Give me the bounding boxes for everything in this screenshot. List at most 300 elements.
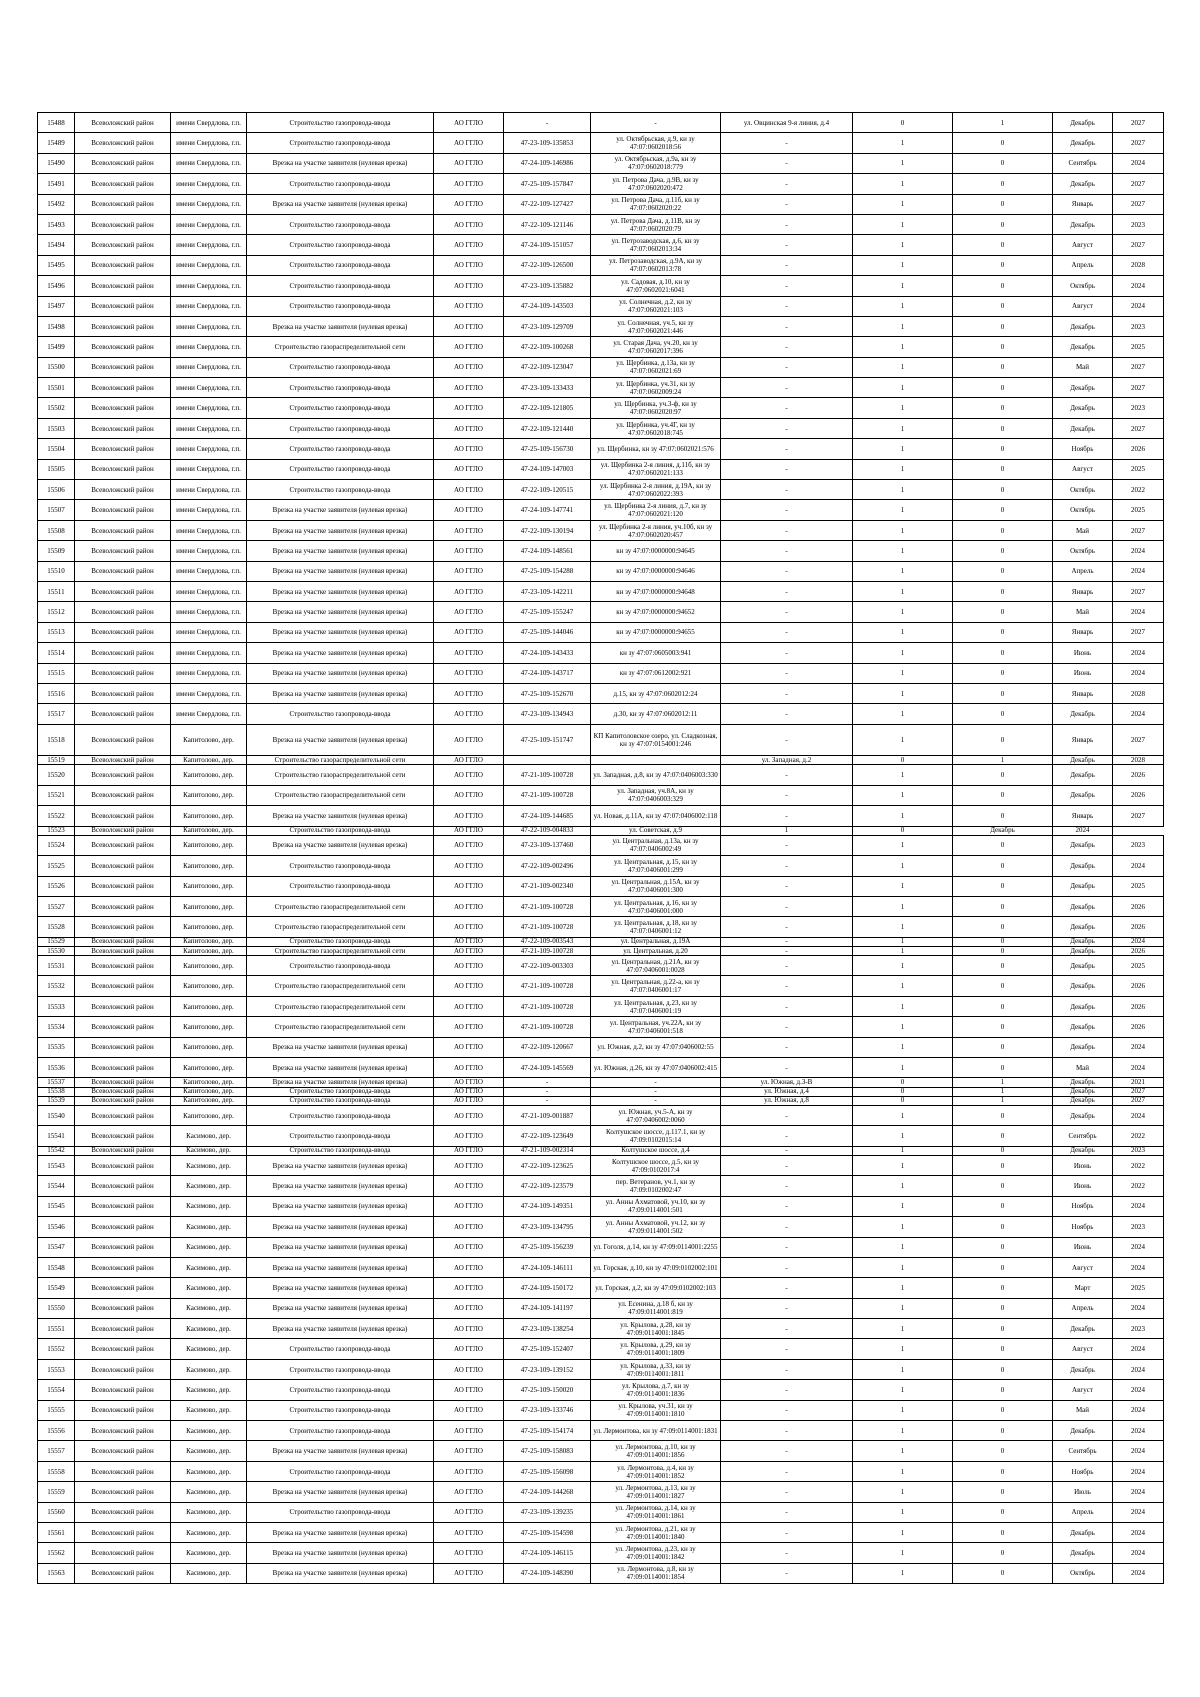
- table-row: [38, 1278, 1164, 1298]
- table-row: [38, 856, 1164, 876]
- address-cadastral-cell: кн зу 47:07:0000000:94648: [591, 581, 721, 601]
- table-row: [38, 235, 1164, 255]
- address-cell: -: [721, 214, 853, 234]
- address-cell: -: [721, 1058, 853, 1078]
- address-cadastral-cell: кн зу 47:07:0000000:94646: [591, 561, 721, 581]
- count-a-cell: 1: [853, 1298, 953, 1318]
- work-type-cell: Строительство газораспределительной сети: [247, 996, 434, 1016]
- address-cell: -: [721, 581, 853, 601]
- count-b-cell: 0: [953, 683, 1053, 703]
- settlement-cell: имени Свердлова, г.п.: [171, 622, 247, 642]
- month-cell: Декабрь: [1053, 785, 1113, 805]
- year-cell: 2024: [1113, 663, 1164, 683]
- month-cell: Декабрь: [1053, 398, 1113, 418]
- count-b-cell: 0: [953, 1482, 1053, 1502]
- address-cell: -: [721, 622, 853, 642]
- month-cell: Декабрь: [1053, 1037, 1113, 1057]
- row-number: 15495: [38, 255, 75, 275]
- year-cell: 2027: [1113, 622, 1164, 642]
- year-cell: 2026: [1113, 1017, 1164, 1037]
- table-row: [38, 1037, 1164, 1057]
- table-row: [38, 756, 1164, 765]
- organization-cell: АО ГГЛО: [434, 337, 504, 357]
- address-cadastral-cell: кн зу 47:07:0612002:921: [591, 663, 721, 683]
- month-cell: Декабрь: [1053, 1523, 1113, 1543]
- address-cadastral-cell: ул. Лермонтова, д.8, кн зу 47:09:0114001:1854: [591, 1563, 721, 1583]
- table-row: [38, 1563, 1164, 1583]
- district-cell: Всеволожский район: [75, 1096, 171, 1105]
- settlement-cell: Касимово, дер.: [171, 1523, 247, 1543]
- count-b-cell: 0: [953, 1298, 1053, 1318]
- settlement-cell: Касимово, дер.: [171, 1217, 247, 1237]
- settlement-cell: Капитолово, дер.: [171, 835, 247, 855]
- row-number: 15551: [38, 1319, 75, 1339]
- district-cell: Всеволожский район: [75, 153, 171, 173]
- address-cadastral-cell: ул. Лермонтова, д.21, кн зу 47:09:0114001:1840: [591, 1523, 721, 1543]
- district-cell: Всеволожский район: [75, 1257, 171, 1277]
- address-cadastral-cell: ул. Щербинка, уч.4Г, кн зу 47:07:0602018:745: [591, 418, 721, 438]
- district-cell: Всеволожский район: [75, 1037, 171, 1057]
- count-a-cell: 1: [853, 806, 953, 826]
- table-row: [38, 378, 1164, 398]
- count-b-cell: 0: [953, 459, 1053, 479]
- table-row: [38, 194, 1164, 214]
- district-cell: Всеволожский район: [75, 276, 171, 296]
- settlement-cell: Касимово, дер.: [171, 1482, 247, 1502]
- work-type-cell: Строительство газопровода-ввода: [247, 113, 434, 133]
- settlement-cell: имени Свердлова, г.п.: [171, 704, 247, 724]
- district-cell: Всеволожский район: [75, 756, 171, 765]
- organization-cell: АО ГГЛО: [434, 756, 504, 765]
- application-number-cell: -: [504, 113, 591, 133]
- row-number: 15490: [38, 153, 75, 173]
- table-row: [38, 896, 1164, 916]
- work-type-cell: Строительство газораспределительной сети: [247, 976, 434, 996]
- application-number-cell: 47-24-109-143503: [504, 296, 591, 316]
- settlement-cell: Капитолово, дер.: [171, 1017, 247, 1037]
- organization-cell: АО ГГЛО: [434, 1058, 504, 1078]
- work-type-cell: Врезка на участке заявителя (нулевая врезка): [247, 663, 434, 683]
- count-b-cell: 0: [953, 1563, 1053, 1583]
- address-cell: -: [721, 194, 853, 214]
- row-number: 15528: [38, 917, 75, 937]
- address-cadastral-cell: ул. Есенина, д.18 б, кн зу 47:09:0114001:819: [591, 1298, 721, 1318]
- address-cell: -: [721, 1037, 853, 1057]
- row-number: 15553: [38, 1359, 75, 1379]
- year-cell: 2027: [1113, 378, 1164, 398]
- work-type-cell: Врезка на участке заявителя (нулевая врезка): [247, 1176, 434, 1196]
- year-cell: 2027: [1113, 235, 1164, 255]
- organization-cell: АО ГГЛО: [434, 1502, 504, 1522]
- settlement-cell: Касимово, дер.: [171, 1196, 247, 1216]
- count-b-cell: 0: [953, 806, 1053, 826]
- table-row: [38, 1257, 1164, 1277]
- work-type-cell: Строительство газораспределительной сети: [247, 917, 434, 937]
- month-cell: Март: [1053, 1278, 1113, 1298]
- row-number: 15514: [38, 643, 75, 663]
- month-cell: Декабрь: [1053, 896, 1113, 916]
- year-cell: 2024: [1113, 1359, 1164, 1379]
- year-cell: 2028: [1113, 756, 1164, 765]
- district-cell: Всеволожский район: [75, 316, 171, 336]
- application-number-cell: 47-24-109-143433: [504, 643, 591, 663]
- month-cell: Декабрь: [1053, 704, 1113, 724]
- settlement-cell: имени Свердлова, г.п.: [171, 561, 247, 581]
- district-cell: Всеволожский район: [75, 856, 171, 876]
- address-cell: -: [721, 1319, 853, 1339]
- settlement-cell: Капитолово, дер.: [171, 856, 247, 876]
- count-a-cell: 1: [853, 1237, 953, 1257]
- table-row: [38, 937, 1164, 946]
- data-table: [37, 112, 1164, 1584]
- address-cadastral-cell: ул. Садовая, д.10, кн зу 47:07:0602021:6041: [591, 276, 721, 296]
- application-number-cell: 47-22-109-130194: [504, 520, 591, 540]
- count-a-cell: 1: [853, 1058, 953, 1078]
- year-cell: 2024: [1113, 1563, 1164, 1583]
- address-cadastral-cell: ул. Крылова, д.29, кн зу 47:09:0114001:1809: [591, 1339, 721, 1359]
- work-type-cell: Врезка на участке заявителя (нулевая врезка): [247, 1196, 434, 1216]
- count-a-cell: 1: [853, 917, 953, 937]
- table-row: [38, 765, 1164, 785]
- count-a-cell: 1: [853, 480, 953, 500]
- address-cadastral-cell: ул. Центральная, д.15А, кн зу 47:07:0406001:300: [591, 876, 721, 896]
- month-cell: Декабрь: [1053, 937, 1113, 946]
- table-row: [38, 835, 1164, 855]
- table-row: [38, 602, 1164, 622]
- year-cell: 2023: [1113, 398, 1164, 418]
- count-b-cell: 0: [953, 1523, 1053, 1543]
- district-cell: Всеволожский район: [75, 602, 171, 622]
- count-b-cell: 0: [953, 1359, 1053, 1379]
- district-cell: Всеволожский район: [75, 133, 171, 153]
- count-a-cell: 1: [853, 255, 953, 275]
- district-cell: Всеволожский район: [75, 520, 171, 540]
- month-cell: Август: [1053, 1380, 1113, 1400]
- month-cell: Декабрь: [1053, 1096, 1113, 1105]
- count-b-cell: 1: [953, 1078, 1053, 1087]
- work-type-cell: Врезка на участке заявителя (нулевая врезка): [247, 1257, 434, 1277]
- month-cell: Октябрь: [1053, 541, 1113, 561]
- address-cell: -: [721, 561, 853, 581]
- table-row: [38, 541, 1164, 561]
- month-cell: Декабрь: [1053, 1543, 1113, 1563]
- district-cell: Всеволожский район: [75, 835, 171, 855]
- settlement-cell: Касимово, дер.: [171, 1298, 247, 1318]
- row-number: 15508: [38, 520, 75, 540]
- work-type-cell: Врезка на участке заявителя (нулевая врезка): [247, 643, 434, 663]
- address-cadastral-cell: ул. Анны Ахматовой, уч.12, кн зу 47:09:0114001:502: [591, 1217, 721, 1237]
- row-number: 15507: [38, 500, 75, 520]
- address-cadastral-cell: ул. Петрозаводская, д.9А, кн зу 47:07:0602013:78: [591, 255, 721, 275]
- address-cadastral-cell: ул. Щербинка, уч.31, кн зу 47:07:0602009:24: [591, 378, 721, 398]
- district-cell: Всеволожский район: [75, 1563, 171, 1583]
- work-type-cell: Строительство газопровода-ввода: [247, 357, 434, 377]
- district-cell: Всеволожский район: [75, 581, 171, 601]
- application-number-cell: 47-22-109-126500: [504, 255, 591, 275]
- address-cell: -: [721, 876, 853, 896]
- district-cell: Всеволожский район: [75, 214, 171, 234]
- year-cell: 2027: [1113, 520, 1164, 540]
- settlement-cell: Касимово, дер.: [171, 1359, 247, 1379]
- organization-cell: АО ГГЛО: [434, 876, 504, 896]
- address-cell: -: [721, 1278, 853, 1298]
- work-type-cell: Строительство газопровода-ввода: [247, 1461, 434, 1481]
- count-b-cell: 0: [953, 276, 1053, 296]
- table-row: [38, 1543, 1164, 1563]
- district-cell: Всеволожский район: [75, 946, 171, 955]
- work-type-cell: Строительство газопровода-ввода: [247, 418, 434, 438]
- table-row: [38, 255, 1164, 275]
- district-cell: Всеволожский район: [75, 500, 171, 520]
- address-cell: -: [721, 357, 853, 377]
- address-cadastral-cell: ул. Центральная, д.19А: [591, 937, 721, 946]
- address-cadastral-cell: ул. Крылова, д.33, кн зу 47:09:0114001:1811: [591, 1359, 721, 1379]
- application-number-cell: 47-24-109-149351: [504, 1196, 591, 1216]
- district-cell: Всеволожский район: [75, 255, 171, 275]
- work-type-cell: Строительство газопровода-ввода: [247, 1096, 434, 1105]
- district-cell: Всеволожский район: [75, 1400, 171, 1420]
- row-number: 15498: [38, 316, 75, 336]
- district-cell: Всеволожский район: [75, 917, 171, 937]
- address-cell: -: [721, 255, 853, 275]
- count-b-cell: 0: [953, 602, 1053, 622]
- settlement-cell: Касимово, дер.: [171, 1502, 247, 1522]
- count-a-cell: 1: [853, 876, 953, 896]
- work-type-cell: Врезка на участке заявителя (нулевая врезка): [247, 806, 434, 826]
- year-cell: 2027: [1113, 133, 1164, 153]
- organization-cell: АО ГГЛО: [434, 976, 504, 996]
- settlement-cell: имени Свердлова, г.п.: [171, 398, 247, 418]
- month-cell: Апрель: [1053, 561, 1113, 581]
- work-type-cell: Строительство газопровода-ввода: [247, 459, 434, 479]
- count-a-cell: 1: [853, 622, 953, 642]
- month-cell: Май: [1053, 357, 1113, 377]
- table-row: [38, 480, 1164, 500]
- year-cell: 2022: [1113, 1155, 1164, 1175]
- month-cell: Декабрь: [1053, 976, 1113, 996]
- work-type-cell: Врезка на участке заявителя (нулевая врезка): [247, 724, 434, 756]
- address-cadastral-cell: кн зу 47:07:0000000:94652: [591, 602, 721, 622]
- address-cadastral-cell: ул. Центральная, д.13а, кн зу 47:07:0406002:49: [591, 835, 721, 855]
- count-b-cell: 0: [953, 724, 1053, 756]
- application-number-cell: 47-21-109-100728: [504, 1017, 591, 1037]
- district-cell: Всеволожский район: [75, 459, 171, 479]
- count-b-cell: 0: [953, 1400, 1053, 1420]
- table-row: [38, 1217, 1164, 1237]
- settlement-cell: имени Свердлова, г.п.: [171, 276, 247, 296]
- month-cell: 2024: [1053, 826, 1113, 835]
- application-number-cell: 47-25-109-155247: [504, 602, 591, 622]
- organization-cell: АО ГГЛО: [434, 1146, 504, 1155]
- count-a-cell: 1: [853, 1523, 953, 1543]
- row-number: 15547: [38, 1237, 75, 1257]
- application-number-cell: 47-21-109-002340: [504, 876, 591, 896]
- year-cell: 2024: [1113, 1339, 1164, 1359]
- year-cell: 2026: [1113, 439, 1164, 459]
- row-number: 15559: [38, 1482, 75, 1502]
- address-cell: -: [721, 946, 853, 955]
- application-number-cell: 47-22-109-123579: [504, 1176, 591, 1196]
- application-number-cell: 47-24-109-141197: [504, 1298, 591, 1318]
- address-cadastral-cell: ул. Октябрьская, д.9, кн зу 47:07:0602018:56: [591, 133, 721, 153]
- organization-cell: АО ГГЛО: [434, 622, 504, 642]
- district-cell: Всеволожский район: [75, 1078, 171, 1087]
- work-type-cell: Строительство газораспределительной сети: [247, 896, 434, 916]
- month-cell: Январь: [1053, 581, 1113, 601]
- address-cadastral-cell: ул. Центральная, д.21А, кн зу 47:07:0406001:0028: [591, 956, 721, 976]
- application-number-cell: 47-22-109-003303: [504, 956, 591, 976]
- count-a-cell: 1: [853, 1319, 953, 1339]
- year-cell: 2024: [1113, 153, 1164, 173]
- address-cell: -: [721, 937, 853, 946]
- address-cell: -: [721, 418, 853, 438]
- table-row: [38, 785, 1164, 805]
- table-row: [38, 214, 1164, 234]
- district-cell: Всеволожский район: [75, 896, 171, 916]
- address-cadastral-cell: ул. Щербинка 2-я линия, д.7, кн зу 47:07:0602021:120: [591, 500, 721, 520]
- month-cell: Декабрь: [1053, 996, 1113, 1016]
- address-cell: -: [721, 976, 853, 996]
- count-b-cell: 0: [953, 581, 1053, 601]
- row-number: 15560: [38, 1502, 75, 1522]
- address-cell: -: [721, 683, 853, 703]
- application-number-cell: 47-21-109-002314: [504, 1146, 591, 1155]
- count-b-cell: 0: [953, 1146, 1053, 1155]
- organization-cell: АО ГГЛО: [434, 133, 504, 153]
- work-type-cell: Строительство газопровода-ввода: [247, 1359, 434, 1379]
- application-number-cell: 47-22-109-003543: [504, 937, 591, 946]
- work-type-cell: Врезка на участке заявителя (нулевая врезка): [247, 1278, 434, 1298]
- table-row: [38, 1400, 1164, 1420]
- count-b-cell: 0: [953, 439, 1053, 459]
- row-number: 15488: [38, 113, 75, 133]
- organization-cell: АО ГГЛО: [434, 214, 504, 234]
- work-type-cell: Строительство газопровода-ввода: [247, 1380, 434, 1400]
- count-a-cell: 1: [853, 1543, 953, 1563]
- year-cell: 2024: [1113, 296, 1164, 316]
- count-a-cell: 1: [853, 581, 953, 601]
- work-type-cell: Строительство газопровода-ввода: [247, 1146, 434, 1155]
- month-cell: Ноябрь: [1053, 1196, 1113, 1216]
- application-number-cell: 47-25-109-156098: [504, 1461, 591, 1481]
- month-cell: Декабрь: [1053, 214, 1113, 234]
- address-cadastral-cell: ул. Центральная, д.16, кн зу 47:07:0406001:000: [591, 896, 721, 916]
- row-number: 15538: [38, 1087, 75, 1096]
- address-cadastral-cell: пер. Ветеранов, уч.1, кн зу 47:09:0102002:47: [591, 1176, 721, 1196]
- table-row: [38, 946, 1164, 955]
- month-cell: Май: [1053, 1058, 1113, 1078]
- address-cell: -: [721, 1126, 853, 1146]
- settlement-cell: Касимово, дер.: [171, 1563, 247, 1583]
- application-number-cell: 47-23-109-138254: [504, 1319, 591, 1339]
- table-row: [38, 1196, 1164, 1216]
- month-cell: Июнь: [1053, 1176, 1113, 1196]
- district-cell: Всеволожский район: [75, 704, 171, 724]
- year-cell: 2024: [1113, 1461, 1164, 1481]
- row-number: 15521: [38, 785, 75, 805]
- settlement-cell: имени Свердлова, г.п.: [171, 316, 247, 336]
- application-number-cell: 47-24-109-150172: [504, 1278, 591, 1298]
- month-cell: Декабрь: [1053, 1078, 1113, 1087]
- organization-cell: АО ГГЛО: [434, 1421, 504, 1441]
- application-number-cell: 47-23-109-139235: [504, 1502, 591, 1522]
- settlement-cell: Касимово, дер.: [171, 1339, 247, 1359]
- application-number-cell: 47-25-109-157847: [504, 174, 591, 194]
- address-cadastral-cell: ул. Петрова Дача, д.9В, кн зу 47:07:0602020:472: [591, 174, 721, 194]
- count-b-cell: 0: [953, 1543, 1053, 1563]
- application-number-cell: 47-25-109-154288: [504, 561, 591, 581]
- application-number-cell: 47-24-109-146115: [504, 1543, 591, 1563]
- organization-cell: АО ГГЛО: [434, 1400, 504, 1420]
- address-cadastral-cell: ул. Петрова Дача, д.11б, кн зу 47:07:0602020:22: [591, 194, 721, 214]
- work-type-cell: Строительство газораспределительной сети: [247, 785, 434, 805]
- settlement-cell: имени Свердлова, г.п.: [171, 337, 247, 357]
- address-cadastral-cell: ул. Солнечная, уч.5, кн зу 47:07:0602021:446: [591, 316, 721, 336]
- month-cell: Декабрь: [1053, 133, 1113, 153]
- month-cell: Апрель: [1053, 1502, 1113, 1522]
- row-number: 15500: [38, 357, 75, 377]
- row-number: 15489: [38, 133, 75, 153]
- count-b-cell: 0: [953, 876, 1053, 896]
- application-number-cell: 47-23-109-135853: [504, 133, 591, 153]
- count-b-cell: 0: [953, 153, 1053, 173]
- district-cell: Всеволожский район: [75, 418, 171, 438]
- district-cell: Всеволожский район: [75, 937, 171, 946]
- count-a-cell: 1: [853, 520, 953, 540]
- count-b-cell: 1: [953, 1087, 1053, 1096]
- count-b-cell: 0: [953, 956, 1053, 976]
- month-cell: Декабрь: [1053, 765, 1113, 785]
- row-number: 15520: [38, 765, 75, 785]
- address-cell: -: [721, 1217, 853, 1237]
- count-b-cell: 0: [953, 1017, 1053, 1037]
- year-cell: 2022: [1113, 1126, 1164, 1146]
- address-cadastral-cell: -: [591, 113, 721, 133]
- work-type-cell: Строительство газопровода-ввода: [247, 1106, 434, 1126]
- year-cell: 2024: [1113, 1502, 1164, 1522]
- address-cadastral-cell: ул. Южная, уч.5-А, кн зу 47:07:0406002:0060: [591, 1106, 721, 1126]
- year-cell: 2024: [1113, 937, 1164, 946]
- row-number: 15530: [38, 946, 75, 955]
- count-a-cell: 1: [853, 1400, 953, 1420]
- table-row: [38, 133, 1164, 153]
- settlement-cell: Касимово, дер.: [171, 1126, 247, 1146]
- address-cell: -: [721, 378, 853, 398]
- count-b-cell: 0: [953, 561, 1053, 581]
- month-cell: Декабрь: [1053, 316, 1113, 336]
- organization-cell: АО ГГЛО: [434, 946, 504, 955]
- count-b-cell: 0: [953, 174, 1053, 194]
- organization-cell: АО ГГЛО: [434, 1078, 504, 1087]
- address-cell: -: [721, 602, 853, 622]
- year-cell: 2026: [1113, 896, 1164, 916]
- count-b-cell: 0: [953, 296, 1053, 316]
- organization-cell: АО ГГЛО: [434, 1176, 504, 1196]
- count-b-cell: 0: [953, 1217, 1053, 1237]
- year-cell: 2028: [1113, 683, 1164, 703]
- address-cell: -: [721, 896, 853, 916]
- district-cell: Всеволожский район: [75, 1058, 171, 1078]
- address-cadastral-cell: ул. Центральная, д.15, кн зу 47:07:0406001:299: [591, 856, 721, 876]
- year-cell: 2022: [1113, 480, 1164, 500]
- settlement-cell: Капитолово, дер.: [171, 937, 247, 946]
- address-cell: -: [721, 337, 853, 357]
- organization-cell: АО ГГЛО: [434, 937, 504, 946]
- settlement-cell: Капитолово, дер.: [171, 826, 247, 835]
- application-number-cell: 47-24-109-143717: [504, 663, 591, 683]
- row-number: 15505: [38, 459, 75, 479]
- application-number-cell: 47-22-109-004833: [504, 826, 591, 835]
